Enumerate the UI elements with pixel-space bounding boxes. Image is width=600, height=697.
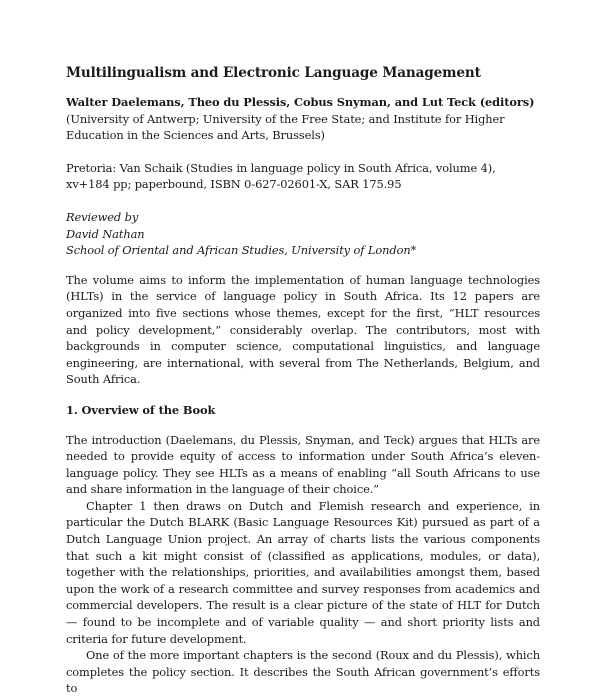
section-heading: 1. Overview of the Book	[66, 402, 216, 417]
reviewed-by-label: Reviewed by	[66, 209, 139, 224]
reviewer-affiliation: School of Oriental and African Studies, University of London*	[66, 243, 417, 258]
book-editors: Walter Daelemans, Theo du Plessis, Cobus Snyman, and Lut Teck (editors)	[66, 95, 535, 109]
publication-details: Pretoria: Van Schaik (Studies in language policy in South Africa, volume 4), xv+184 pp; paperbound, ISBN 0-627-02601-X, SAR 175.95	[66, 160, 496, 192]
reviewer-name: David Nathan	[66, 226, 145, 241]
overview-paragraph-1: The introduction (Daelemans, du Plessis, Snyman, and Teck) argues that HLTs are needed to provide equity of access to information under South Africa’s eleven-language policy. They see HLTs as a means of enabling “all South Africans to use and share information in the language of their choice.”	[66, 432, 540, 497]
book-title: Multilingualism and Electronic Language Management	[66, 65, 481, 81]
review-content	[66, 64, 540, 697]
editor-affiliations: (University of Antwerp; University of the Free State; and Institute for Higher Education in the Sciences and Arts, Brussels)	[66, 111, 505, 143]
overview-paragraph-2: Chapter 1 then draws on Dutch and Flemish research and experience, in particular the Dutch BLARK (Basic Language Resources Kit) pursued as part of a Dutch Language Union project. An array of charts lists the various components that such a kit might consist of (classified as applications, modules, or data), together with the relationships, priorities, and availabilities amongst them, based upon the work of a research committee and survey responses from academics and commercial developers. The result is a clear picture of the state of HLT for Dutch — found to be incomplete and of variable quality — and short priority lists and criteria for future development.	[66, 498, 540, 646]
intro-paragraph: The volume aims to inform the implementation of human language technologies (HLTs) in the service of language policy in South Africa. Its 12 papers are organized into five sections whose themes, except for the first, “HLT resources and policy development,” considerably overlap. The contributors, most with backgrounds in computer science, computational linguistics, and language engineering, are international, with several from The Netherlands, Belgium, and South Africa.	[66, 272, 540, 387]
overview-paragraph-3: One of the more important chapters is the second (Roux and du Plessis), which completes the policy section. It describes the South African government’s efforts to	[66, 648, 540, 696]
